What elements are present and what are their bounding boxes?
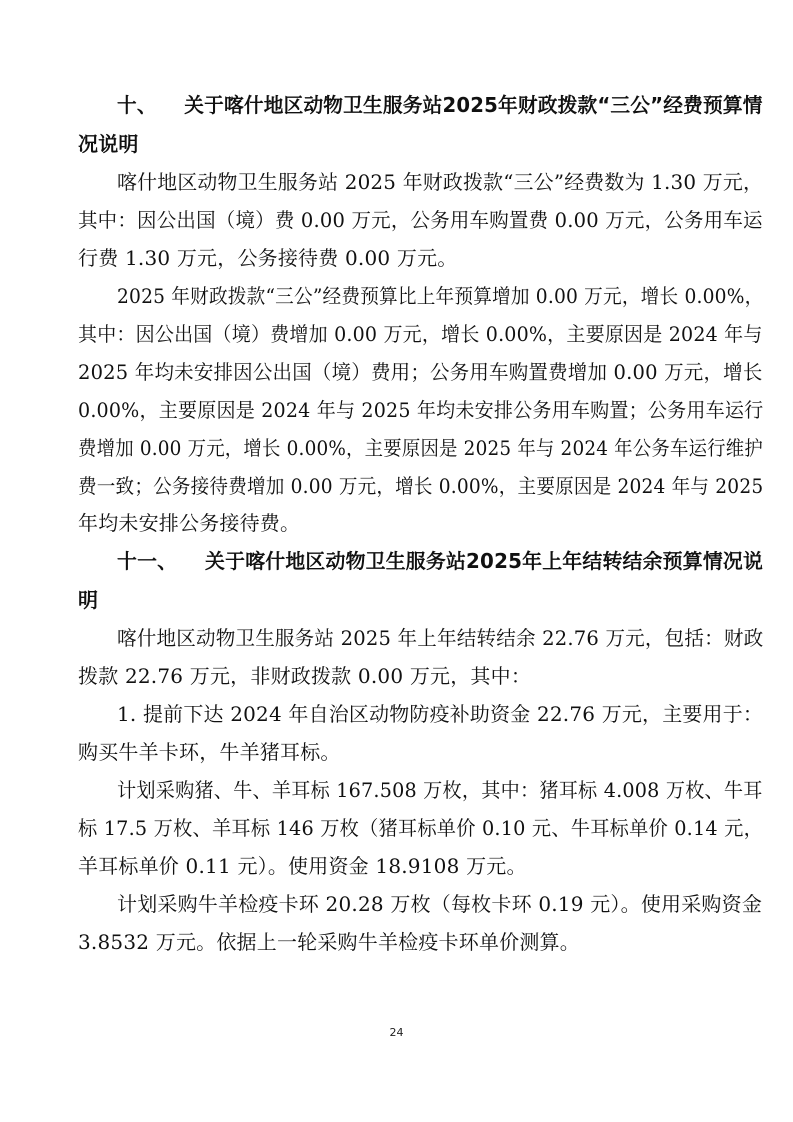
section-10-heading <box>117 92 763 118</box>
paragraph-line: 1. 提前下达 2024 年自治区动物防疫补助资金 22.76 万元，主要用于： <box>117 702 764 726</box>
section-11-title-line-1: 关于喀什地区动物卫生服务站2025年上年结转结余预算情况说 <box>205 549 764 573</box>
page-number: 24 <box>389 1026 404 1039</box>
paragraph-line: 计划采购牛羊检疫卡环 20.28 万枚（每枚卡环 0.19 元）。使用采购资金 <box>117 892 763 916</box>
section-11-heading <box>117 548 763 574</box>
paragraph-line: 年均未安排公务接待费。 <box>78 511 301 535</box>
section-11-title-line-2: 明 <box>78 588 99 612</box>
section-10-number: 十、 <box>117 93 157 117</box>
paragraph-line: 喀什地区动物卫生服务站 2025 年财政拨款“三公”经费数为 1.30 万元， <box>117 170 764 194</box>
paragraph-line: 羊耳标单价 0.11 元）。使用资金 18.9108 万元。 <box>78 854 527 878</box>
paragraph-line: 购买牛羊卡环，牛羊猪耳标。 <box>78 740 341 764</box>
section-11-number: 十一、 <box>117 549 178 573</box>
paragraph-line: 行费 1.30 万元，公务接待费 0.00 万元。 <box>78 246 458 270</box>
paragraph-line: 费一致；公务接待费增加 0.00 万元，增长 0.00%，主要原因是 2024 年与 2025 <box>78 474 764 498</box>
paragraph-line: 3.8532 万元。依据上一轮采购牛羊检疫卡环单价测算。 <box>78 930 580 954</box>
paragraph-line: 其中：因公出国（境）费增加 0.00 万元，增长 0.00%，主要原因是 2024 年与 <box>78 322 763 346</box>
paragraph-line: 计划采购猪、牛、羊耳标 167.508 万枚，其中：猪耳标 4.008 万枚、牛耳 <box>117 778 763 802</box>
paragraph-line: 0.00%，主要原因是 2024 年与 2025 年均未安排公务用车购置；公务用车运行 <box>78 398 764 422</box>
paragraph-line: 2025 年均未安排因公出国（境）费用；公务用车购置费增加 0.00 万元，增长 <box>78 360 763 384</box>
section-10-title-line-2: 况说明 <box>78 132 139 156</box>
paragraph-line: 费增加 0.00 万元，增长 0.00%，主要原因是 2025 年与 2024 年公务车运行维护 <box>78 436 763 460</box>
paragraph-line: 标 17.5 万枚、羊耳标 146 万枚（猪耳标单价 0.10 元、牛耳标单价 0.14 元， <box>78 816 764 840</box>
section-10-title-line-1: 关于喀什地区动物卫生服务站2025年财政拨款“三公”经费预算情 <box>184 93 763 117</box>
paragraph-line: 其中：因公出国（境）费 0.00 万元，公务用车购置费 0.00 万元，公务用车运 <box>78 208 763 232</box>
paragraph-line: 拨款 22.76 万元，非财政拨款 0.00 万元，其中： <box>78 664 532 688</box>
paragraph-line: 2025 年财政拨款“三公”经费预算比上年预算增加 0.00 万元，增长 0.00%， <box>117 284 764 308</box>
paragraph-line: 喀什地区动物卫生服务站 2025 年上年结转结余 22.76 万元，包括：财政 <box>117 626 764 650</box>
